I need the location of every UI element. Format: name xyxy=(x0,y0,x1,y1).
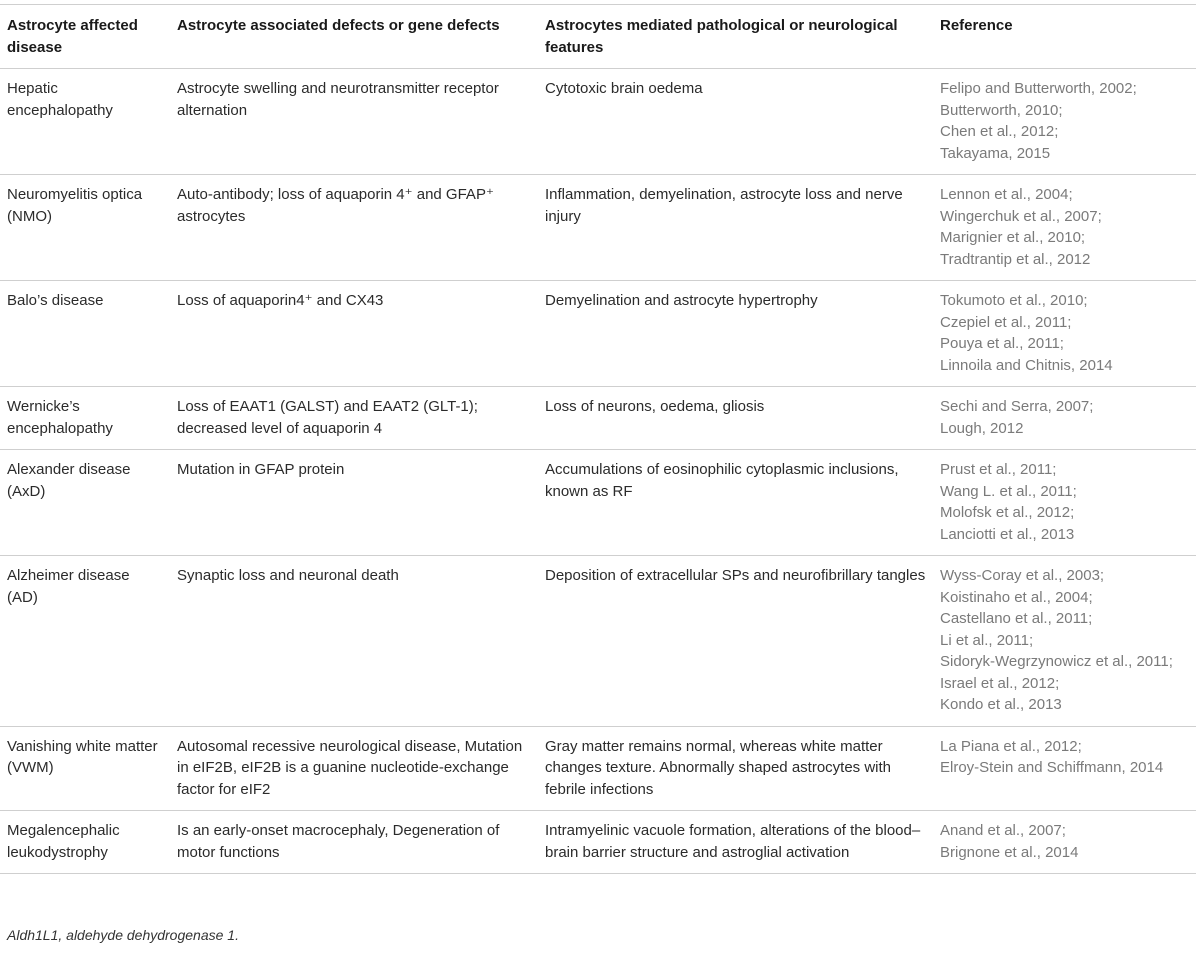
features-cell: Intramyelinic vacuole formation, alterations of the blood–brain barrier structure and astroglial activation xyxy=(545,822,921,861)
reference-cell xyxy=(933,387,1196,450)
reference-entry: Lough, 2012 xyxy=(940,419,1024,437)
reference-entry: Tradtrantip et al., 2012 xyxy=(940,250,1091,268)
reference-cell xyxy=(933,69,1196,175)
features-cell: Inflammation, demyelination, astrocyte loss and nerve injury xyxy=(545,186,903,225)
features-cell: Loss of neurons, oedema, gliosis xyxy=(545,398,765,415)
header-row xyxy=(0,5,1196,69)
table-row xyxy=(0,387,1196,450)
reference-entry: Sidoryk-Wegrzynowicz et al., 2011; xyxy=(940,653,1173,670)
reference-entry: Israel et al., 2012; xyxy=(940,674,1060,692)
defects-cell: Loss of EAAT1 (GALST) and EAAT2 (GLT-1); decreased level of aquaporin 4 xyxy=(177,398,478,437)
disease-cell: Vanishing white matter (VWM) xyxy=(7,737,158,776)
defects-cell: Autosomal recessive neurological disease, Mutation in eIF2B, eIF2B is a guanine nucleotide-exchange factor for eIF2 xyxy=(177,737,523,798)
header-disease: Astrocyte affected disease xyxy=(7,17,138,56)
reference-entry: Wingerchuk et al., 2007; xyxy=(940,207,1102,225)
reference-entry: Sechi and Serra, 2007; xyxy=(940,398,1094,415)
header-defects: Astrocyte associated defects or gene defects xyxy=(177,17,500,34)
reference-entry: Butterworth, 2010; xyxy=(940,101,1063,119)
astrocyte-disease-table xyxy=(0,4,1196,874)
features-cell: Deposition of extracellular SPs and neurofibrillary tangles xyxy=(545,567,926,584)
reference-cell xyxy=(933,450,1196,556)
reference-cell xyxy=(933,556,1196,727)
defects-cell: Astrocyte swelling and neurotransmitter receptor alternation xyxy=(177,80,499,119)
table-row xyxy=(0,450,1196,556)
disease-cell: Wernicke’s encephalopathy xyxy=(7,398,113,437)
reference-entry: Brignone et al., 2014 xyxy=(940,843,1079,861)
table-row xyxy=(0,811,1196,874)
reference-cell xyxy=(933,726,1196,811)
reference-entry: Linnoila and Chitnis, 2014 xyxy=(940,356,1113,374)
reference-entry: Kondo et al., 2013 xyxy=(940,696,1062,713)
reference-cell xyxy=(933,811,1196,874)
table-row xyxy=(0,69,1196,175)
reference-cell xyxy=(933,281,1196,387)
disease-cell: Megalencephalic leukodystrophy xyxy=(7,822,120,861)
reference-entry: Lennon et al., 2004; xyxy=(940,186,1073,203)
features-cell: Demyelination and astrocyte hypertrophy xyxy=(545,292,818,309)
reference-entry: Wang L. et al., 2011; xyxy=(940,482,1077,500)
reference-entry: Prust et al., 2011; xyxy=(940,461,1057,478)
defects-cell: Auto-antibody; loss of aquaporin 4⁺ and GFAP⁺ astrocytes xyxy=(177,186,494,225)
disease-cell: Alzheimer disease (AD) xyxy=(7,567,130,606)
reference-entry: Lanciotti et al., 2013 xyxy=(940,525,1075,543)
reference-entry: Felipo and Butterworth, 2002; xyxy=(940,80,1137,97)
table-body xyxy=(0,69,1196,874)
reference-entry: Molofsk et al., 2012; xyxy=(940,504,1075,521)
reference-entry: Anand et al., 2007; xyxy=(940,822,1066,839)
features-cell: Accumulations of eosinophilic cytoplasmic inclusions, known as RF xyxy=(545,461,899,500)
table-row xyxy=(0,281,1196,387)
defects-cell: Mutation in GFAP protein xyxy=(177,461,345,478)
features-cell: Gray matter remains normal, whereas white matter changes texture. Abnormally shaped astrocytes with febrile infections xyxy=(545,737,892,798)
defects-cell: Synaptic loss and neuronal death xyxy=(177,567,399,584)
reference-entry: La Piana et al., 2012; xyxy=(940,737,1082,755)
reference-entry: Takayama, 2015 xyxy=(940,144,1051,162)
header-features: Astrocytes mediated pathological or neurological features xyxy=(545,17,898,56)
reference-entry: Elroy-Stein and Schiffmann, 2014 xyxy=(940,759,1164,776)
disease-table-container xyxy=(0,4,1196,874)
features-cell: Cytotoxic brain oedema xyxy=(545,80,703,97)
disease-cell: Balo’s disease xyxy=(7,292,104,309)
reference-entry: Koistinaho et al., 2004; xyxy=(940,588,1093,606)
reference-entry: Wyss-Coray et al., 2003; xyxy=(940,567,1105,584)
reference-entry: Castellano et al., 2011; xyxy=(940,610,1093,627)
defects-cell: Is an early-onset macrocephaly, Degeneration of motor functions xyxy=(177,822,500,861)
table-header xyxy=(0,5,1196,69)
table-footnote: Aldh1L1, aldehyde dehydrogenase 1. xyxy=(7,927,239,943)
table-row xyxy=(0,726,1196,811)
header-reference: Reference xyxy=(940,17,1013,34)
reference-entry: Czepiel et al., 2011; xyxy=(940,313,1072,331)
disease-cell: Neuromyelitis optica (NMO) xyxy=(7,186,143,225)
disease-cell: Hepatic encephalopathy xyxy=(7,80,113,119)
table-row xyxy=(0,175,1196,281)
reference-cell xyxy=(933,175,1196,281)
table-row xyxy=(0,556,1196,727)
reference-entry: Li et al., 2011; xyxy=(940,631,1034,649)
reference-entry: Tokumoto et al., 2010; xyxy=(940,292,1088,309)
defects-cell: Loss of aquaporin4⁺ and CX43 xyxy=(177,292,384,309)
reference-entry: Pouya et al., 2011; xyxy=(940,335,1064,352)
reference-entry: Marignier et al., 2010; xyxy=(940,229,1086,246)
disease-cell: Alexander disease (AxD) xyxy=(7,461,131,500)
reference-entry: Chen et al., 2012; xyxy=(940,123,1059,140)
